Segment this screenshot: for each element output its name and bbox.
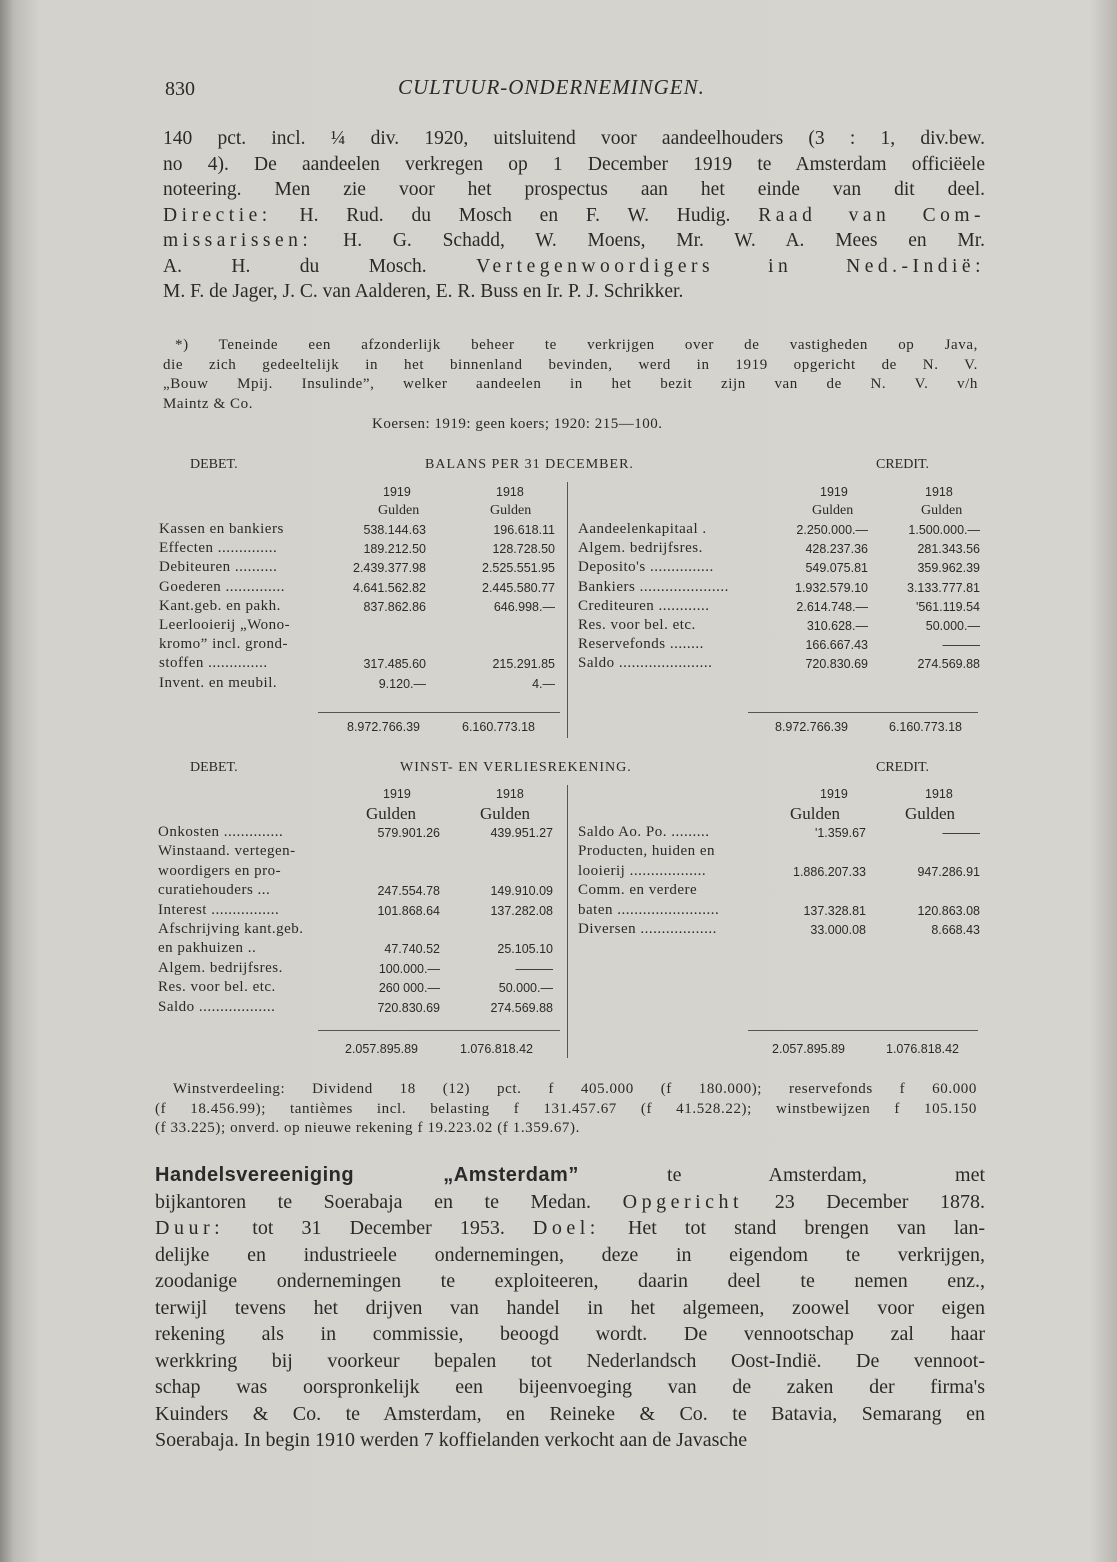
directie-label: Directie: [163, 204, 272, 226]
row-value-1918: 149.910.09 [490, 884, 553, 899]
handels-line: terwijl tevens het drijven van handel in het algemeen, zoowel voor eigen [155, 1296, 985, 1319]
row-value-1918: 274.569.88 [490, 1000, 553, 1015]
row-value-1918: 1.500.000.— [908, 523, 980, 537]
row-value-1918: 4.— [532, 676, 555, 691]
winst-credit-year-1919: 1919 [820, 787, 848, 801]
row-value-1919: 166.667.43 [805, 638, 868, 653]
balans-debet-label: DEBET. [190, 457, 238, 472]
page-number: 830 [165, 78, 195, 100]
doel-text: Het tot stand brengen van lan- [627, 1217, 986, 1239]
row-label: Leerlooierij „Wono- [159, 617, 291, 633]
row-value-1918: 2.525.551.95 [482, 561, 555, 576]
commissarissen-label: missarissen: [163, 230, 313, 251]
winstverdeeling-line: (f 18.456.99); tantièmes incl. belasting f 131.457.67 (f 41.528.22); winstbewijzen f 105.150 [155, 1100, 977, 1117]
row-value-1919: 2.250.000.— [796, 523, 868, 537]
winst-credit-total-1918: 1.076.818.42 [886, 1042, 959, 1056]
row-label: en pakhuizen .. [158, 940, 257, 957]
intro-paragraph [163, 126, 985, 305]
row-value-1918: 25.105.10 [497, 942, 553, 957]
balans-credit-total-1918: 6.160.773.18 [889, 720, 962, 734]
row-value-1918: 2.445.580.77 [482, 580, 555, 595]
handels-line: werkkring bij voorkeur bepalen tot Nederlandsch Oost-Indië. De vennoot- [155, 1349, 985, 1372]
row-label: baten ........................ [578, 901, 720, 918]
row-value-1919: 538.144.63 [363, 523, 426, 537]
winst-title: WINST- EN VERLIESREKENING. [400, 760, 632, 775]
row-value-1918: 947.286.91 [917, 864, 980, 879]
handels-text: bijkantoren te Soerabaja en te Medan. [155, 1190, 592, 1213]
balans-credit-unit-1919: Gulden [812, 503, 854, 518]
row-value-1919: 310.628.— [806, 619, 868, 633]
balans-debet-unit-1918: Gulden [490, 503, 532, 518]
balans-credit-label: CREDIT. [876, 457, 930, 472]
running-title: CULTUUR-ONDERNEMINGEN. [398, 75, 705, 99]
handels-line: schap was oorspronkelijk een bijeenvoeging van de zaken der firma's [155, 1376, 985, 1398]
winst-credit-unit-1919: Gulden [790, 804, 841, 823]
raad-label: Raad van Com- [758, 204, 986, 226]
winst-debet-total-rule [318, 1030, 560, 1031]
row-label: stoffen .............. [159, 655, 268, 672]
balans-credit-year-1919: 1919 [820, 485, 848, 499]
handels-line: Soerabaja. In begin 1910 werden 7 koffielanden verkocht aan de Javasche [155, 1429, 748, 1451]
row-label: Algem. bedrijfsres. [578, 540, 703, 557]
company-name: Handelsvereeniging „Amsterdam” [155, 1164, 579, 1186]
winst-credit-total-1919: 2.057.895.89 [772, 1042, 845, 1056]
vertegenwoordigers-label: Vertegenwoordigers in Ned.-Indië: [476, 255, 986, 277]
row-value-1919: '1.359.67 [814, 826, 866, 840]
row-value-1918: 50.000.— [925, 619, 980, 633]
row-value-1919: 1.932.579.10 [795, 580, 868, 595]
balans-debet-year-1918: 1918 [496, 485, 524, 499]
row-label: Algem. bedrijfsres. [158, 959, 283, 976]
row-label: Goederen .............. [159, 578, 286, 595]
row-label: Res. voor bel. etc. [158, 979, 276, 996]
opgericht-date: 23 December 1878. [774, 1190, 986, 1213]
row-label: Res. voor bel. etc. [578, 617, 696, 633]
row-label: Bankiers ..................... [578, 578, 729, 595]
handels-paragraph [155, 1162, 985, 1454]
opgericht-label: Opgericht [622, 1190, 744, 1213]
row-value-1919: 189.212.50 [363, 542, 426, 557]
row-label: Reservefonds ........ [578, 636, 704, 653]
row-label: Effecten .............. [159, 540, 278, 557]
row-value-1918: 215.291.85 [492, 657, 555, 672]
intro-line-directie [163, 203, 985, 229]
balans-divider [567, 482, 568, 738]
winstverdeeling-line: Winstverdeeling: Dividend 18 (12) pct. f 405.000 (f 180.000); reservefonds f 60.000 [173, 1081, 977, 1097]
koersen-line: Koersen: 1919: geen koers; 1920: 215—100. [372, 416, 663, 432]
row-value-1918: 3.133.777.81 [907, 580, 980, 595]
row-label: Saldo Ao. Po. ......... [578, 824, 710, 840]
row-value-1919: 101.868.64 [377, 903, 440, 918]
row-value-1919: 260 000.— [378, 981, 440, 996]
row-value-1918: 8.668.43 [931, 923, 980, 937]
row-value-1919: 579.901.26 [377, 826, 440, 840]
winst-debet-unit-1919: Gulden [366, 804, 417, 823]
winst-debet-year-1918: 1918 [496, 787, 524, 801]
handels-line: rekening als in commissie, beoogd wordt. De vennootschap zal haar [155, 1323, 985, 1345]
handels-line-3 [155, 1215, 985, 1242]
footnote [163, 336, 978, 414]
intro-line: 140 pct. incl. ¼ div. 1920, uitsluitend voor aandeelhouders (3 : 1, div.bew. [163, 128, 985, 149]
handels-line: Kuinders & Co. te Amsterdam, en Reineke & Co. te Batavia, Semarang en [155, 1402, 985, 1425]
row-label: kromo” incl. grond- [159, 636, 289, 653]
row-label: Afschrijving kant.geb. [158, 921, 304, 937]
row-label: Crediteuren ............ [578, 597, 710, 614]
balans-credit-unit-1918: Gulden [921, 503, 963, 518]
row-value-1919: 428.237.36 [805, 542, 868, 557]
row-label: Comm. en verdere [578, 882, 698, 899]
row-value-1919: 9.120.— [378, 676, 426, 691]
handels-line-2 [155, 1189, 985, 1216]
intro-line: M. F. de Jager, J. C. van Aalderen, E. R. Buss en Ir. P. J. Schrikker. [163, 281, 684, 302]
row-label: woordigers en pro- [158, 862, 282, 879]
winst-debet-unit-1918: Gulden [480, 804, 531, 823]
doel-label: Doel: [532, 1217, 600, 1239]
winst-divider [567, 785, 568, 1058]
handels-line: delijke en industrieele ondernemingen, deze in eigendom te verkrijgen, [155, 1243, 985, 1266]
winst-credit-label: CREDIT. [876, 760, 930, 775]
row-value-1918: 646.998.— [493, 599, 555, 614]
row-value-1918: 274.569.88 [917, 657, 980, 672]
intro-line: noteering. Men zie voor het prospectus aan het einde van dit deel. [163, 179, 985, 200]
footnote-line: „Bouw Mpij. Insulinde”, welker aandeelen in het bezit zijn van de N. V. v/h [163, 376, 978, 392]
balans-credit-year-1918: 1918 [925, 485, 953, 499]
winst-debet-year-1919: 1919 [383, 787, 411, 801]
winst-debet-total-1918: 1.076.818.42 [460, 1042, 533, 1056]
row-value-1918: 120.863.08 [917, 903, 980, 918]
row-label: Saldo ...................... [578, 655, 713, 672]
balans-debet-total-1919: 8.972.766.39 [347, 720, 420, 734]
handels-line-1 [155, 1162, 985, 1189]
winst-credit-total-rule [748, 1030, 978, 1031]
row-value-1919: 2.614.748.— [796, 599, 868, 614]
row-value-1919: 137.328.81 [803, 903, 866, 918]
row-value-1919: 247.554.78 [377, 884, 440, 899]
balans-debet-total-rule [318, 712, 560, 713]
winst-debet-label: DEBET. [190, 760, 238, 775]
row-value-1918: '561.119.54 [915, 599, 980, 614]
balans-debet-unit-1919: Gulden [378, 503, 420, 518]
row-label: Producten, huiden en [578, 843, 716, 860]
winst-credit-year-1918: 1918 [925, 787, 953, 801]
winstverdeeling-line: (f 33.225); onverd. op nieuwe rekening f 19.223.02 (f 1.359.67). [155, 1120, 580, 1136]
row-label: Onkosten .............. [158, 824, 284, 840]
winst-credit-unit-1918: Gulden [905, 804, 956, 823]
row-value-1918: ——— [515, 961, 553, 976]
winst-debet-total-1919: 2.057.895.89 [345, 1042, 418, 1056]
row-value-1918: ——— [942, 638, 980, 653]
row-label: Kassen en bankiers [159, 521, 284, 537]
row-label: Diversen .................. [578, 921, 717, 937]
balans-title: BALANS PER 31 DECEMBER. [425, 457, 634, 472]
row-value-1918: 359.962.39 [917, 561, 980, 576]
row-value-1919: 33.000.08 [810, 923, 866, 937]
row-value-1918: 281.343.56 [917, 542, 980, 557]
balans-credit-total-1919: 8.972.766.39 [775, 720, 848, 734]
row-value-1918: 439.951.27 [490, 826, 553, 840]
row-value-1918: ——— [942, 826, 980, 840]
row-label: Saldo .................. [158, 998, 276, 1015]
row-label: Invent. en meubil. [159, 674, 278, 691]
row-value-1919: 47.740.52 [384, 942, 440, 957]
row-label: Winstaand. vertegen- [158, 843, 296, 860]
row-value-1918: 196.618.11 [493, 523, 555, 537]
row-value-1919: 720.830.69 [377, 1000, 440, 1015]
company-location: te Amsterdam, met [667, 1164, 986, 1186]
duur-value: tot 31 December 1953. [252, 1217, 505, 1239]
row-label: Deposito's ............... [578, 559, 714, 576]
row-value-1919: 549.075.81 [805, 561, 868, 576]
footnote-line: *) Teneinde een afzonderlijk beheer te verkrijgen over de vastigheden op Java, [175, 337, 978, 353]
duur-label: Duur: [155, 1217, 225, 1239]
row-value-1918: 50.000.— [498, 981, 553, 996]
row-label: looierij .................. [578, 862, 707, 879]
winstverdeeling [155, 1080, 977, 1139]
intro-line-vertegenwoordigers [163, 254, 985, 280]
row-value-1919: 317.485.60 [363, 657, 426, 672]
handels-line: zoodanige ondernemingen te exploiteeren, daarin deel te nemen enz., [155, 1270, 985, 1292]
footnote-line: die zich gedeeltelijk in het binnenland bevinden, werd in 1919 opgericht de N. V. [163, 356, 978, 373]
row-value-1919: 1.886.207.33 [793, 864, 866, 879]
intro-line: no 4). De aandeelen verkregen op 1 December 1919 te Amsterdam officiëele [163, 153, 985, 175]
row-value-1919: 4.641.562.82 [353, 580, 426, 595]
row-value-1918: 128.728.50 [492, 542, 555, 557]
intro-line-commissarissen [163, 228, 985, 254]
row-label: Debiteuren .......... [159, 559, 278, 576]
row-label: Aandeelenkapitaal . [578, 521, 707, 537]
row-value-1919: 837.862.86 [363, 599, 426, 614]
row-label: curatiehouders ... [158, 882, 271, 899]
balans-debet-total-1918: 6.160.773.18 [462, 720, 535, 734]
directie-names: H. Rud. du Mosch en F. W. Hudig. [299, 204, 731, 226]
row-value-1919: 2.439.377.98 [353, 561, 426, 576]
balans-debet-year-1919: 1919 [383, 485, 411, 499]
row-value-1919: 720.830.69 [805, 657, 868, 672]
row-label: Kant.geb. en pakh. [159, 597, 281, 614]
balans-credit-total-rule [748, 712, 978, 713]
commissarissen-names-cont: A. H. du Mosch. [163, 255, 427, 277]
commissarissen-names: H. G. Schadd, W. Moens, Mr. W. A. Mees en Mr. [343, 230, 986, 251]
row-value-1918: 137.282.08 [490, 903, 553, 918]
row-value-1919: 100.000.— [378, 961, 440, 976]
row-label: Interest ................ [158, 901, 280, 918]
footnote-line: Maintz & Co. [163, 395, 254, 412]
